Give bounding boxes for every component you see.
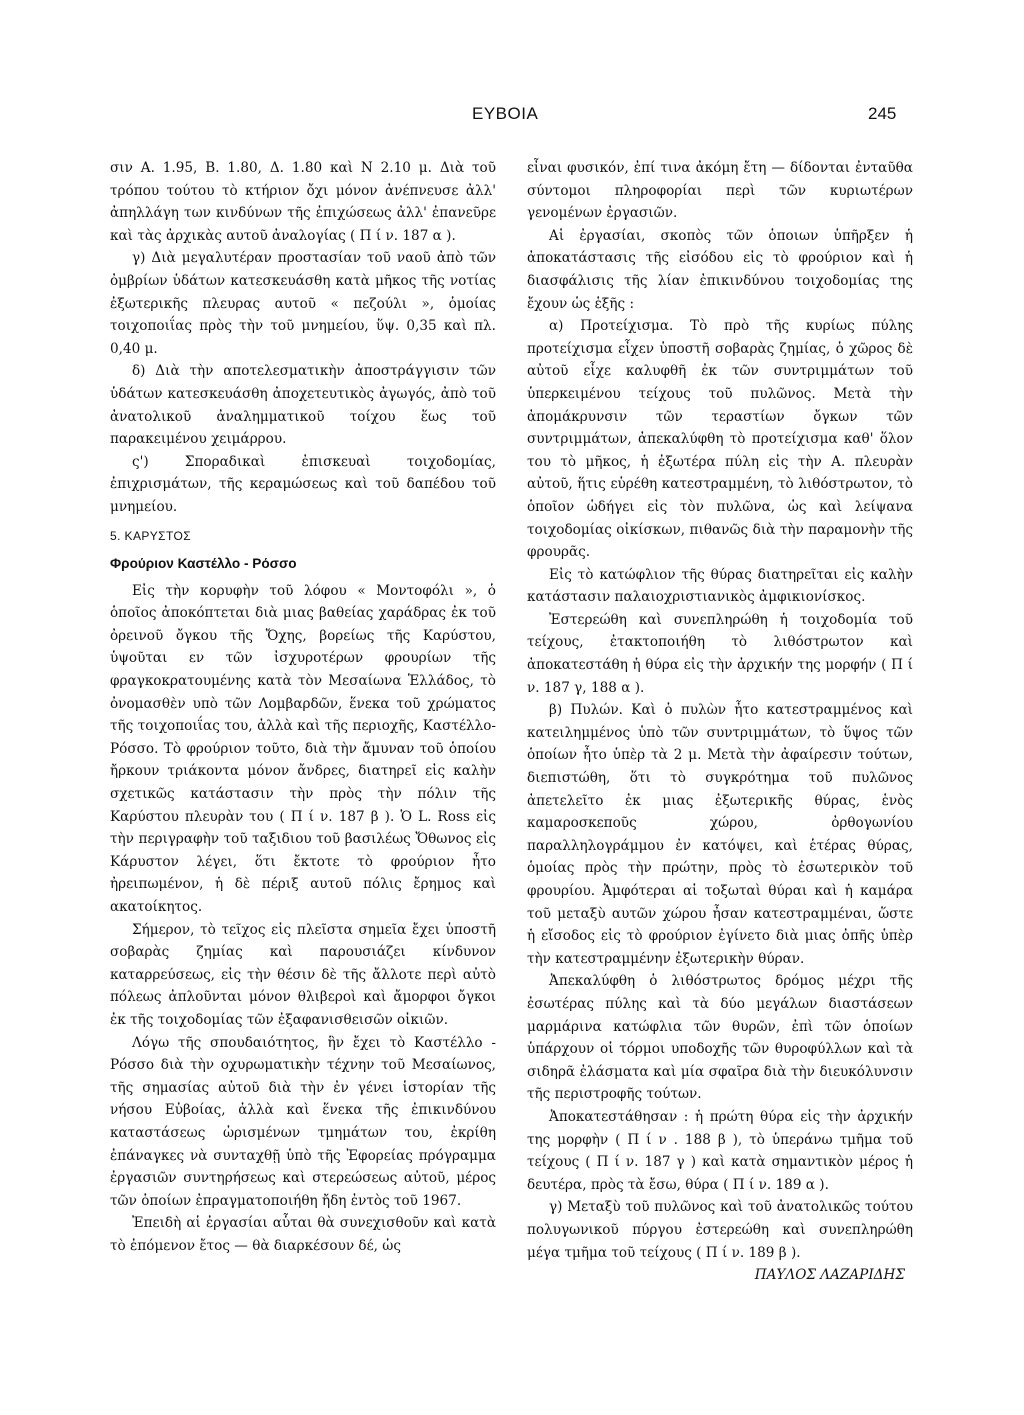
right-column: [527, 157, 913, 1287]
author-signature: ΠΑΥΛΟΣ ΛΑΖΑΡΙΔΗΣ: [754, 1267, 905, 1284]
paragraph: Ἐστερεώθη καὶ συνεπληρώθη ἡ τοιχοδομία τοῦ τείχους, ἐτακτοποιήθη τὸ λιθόστρωτον καὶ ἀποκατεστάθη ἡ θύρα εἰς τὴν ἀρχικήν της μορφήν ( Π ί ν. 187 γ, 188 α ).: [527, 611, 913, 696]
paragraph: δ) Διὰ τὴν αποτελεσματικὴν ἀποστράγγισιν τῶν ὑδάτων κατεσκευάσθη ἀποχετευτικὸς ἀγωγός, ἀπὸ τοῦ ἀνατολικοῦ ἀναλημματικοῦ τοίχου ἕως τοῦ παρακειμένου χειμάρρου.: [110, 363, 496, 448]
paragraph: Αἱ ἐργασίαι, σκοπὸς τῶν ὁποιων ὑπῆρξεν ἡ ἀποκατάστασις τῆς εἰσόδου εἰς τὸ φρούριον καὶ ἡ διασφάλισις τῆς λίαν ἐπικινδύνου τοιχοδομίας της ἔχουν ὡς ἑξῆς :: [527, 227, 913, 312]
paragraph: Ἀπεκαλύφθη ὁ λιθόστρωτος δρόμος μέχρι τῆς ἐσωτέρας πύλης καὶ τὰ δύο μεγάλων διαστάσεων μαρμάρινα κατώφλια τῶν θυρῶν, ἐπὶ τῶν ὁποίων ὑπάρχουν οἱ τόρμοι υποδοχῆς τῶν θυροφύλλων καὶ τὰ σιδηρᾶ ἐλάσματα καὶ μία σφαῖρα διὰ τὴν διευκόλυνσιν τῆς περιστροφῆς τούτων.: [527, 973, 913, 1103]
left-column: [110, 157, 496, 1258]
paragraph: α) Προτείχισμα. Τὸ πρὸ τῆς κυρίως πύλης προτείχισμα εἶχεν ὑποστῆ σοβαρὰς ζημίας, ὁ χῶρος δὲ αὐτοῦ εἶχε καλυφθῆ ἐκ τῶν συντριμμάτων τοῦ ὑπερκειμένου τείχους τοῦ πυλῶνος. Μετὰ τὴν ἀπομάκρυνσιν τῶν τεραστίων ὄγκων τῶν συντριμμάτων, ἀπεκαλύφθη τὸ προτείχισμα καθ' ὅλον του τὸ μῆκος, ἡ ἐξωτέρα πύλη εἰς τὴν Α. πλευρὰν αὐτοῦ, ἥτις εὑρέθη κατεστραμμένη, τὸ λιθόστρωτον, τὸ ὁποῖον ὡδήγει εἰς τὸν πυλῶνα, ὡς καὶ λείψανα τοιχοδομίας οἰκίσκων, πιθανῶς διὰ τὴν παραμονὴν τῆς φρουρᾶς.: [527, 318, 913, 561]
paragraph: εἶναι φυσικόν, ἐπί τινα ἀκόμη ἔτη — δίδονται ἐνταῦθα σύντομοι πληροφορίαι περὶ τῶν κυριωτέρων γενομένων ἐργασιῶν.: [527, 160, 913, 222]
paragraph: Εἰς τὴν κορυφὴν τοῦ λόφου « Μοντοφόλι », ὁ ὁποῖος ἀποκόπτεται διὰ μιας βαθείας χαράδρας ἐκ τοῦ ὀρεινοῦ ὄγκου τῆς Ὄχης, βορείως τῆς Καρύστου, ὑψοῦται εν τῶν ἰσχυροτέρων φρουρίων τῆς φραγκοκρατουμένης κατὰ τὸν Μεσαίωνα Ἑλλάδος, τὸ ὀνομασθὲν υπὸ τῶν Λομβαρδῶν, ἕνεκα τοῦ χρώματος τῆς τοιχοποιΐας του, ἀλλὰ καὶ τῆς περιοχῆς, Καστέλλο-Ρόσσο. Τὸ φρούριον τοῦτο, διὰ τὴν ἄμυναν τοῦ ὁποίου ἤρκουν τριάκοντα μόνον ἄνδρες, διατηρεῖ εἰς καλὴν σχετικῶς κατάστασιν τὴν πρὸς τὴν πόλιν τῆς Καρύστου πλευρὰν του ( Π ί ν. 187 β ). Ὁ L. Ross εἰς τὴν περιγραφὴν τοῦ ταξιδιου τοῦ βασιλέως Ὄθωνος εἰς Κάρυστον λέγει, ὅτι ἔκτοτε τὸ φρούριον ἦτο ἠρειπωμένον, ἡ δὲ πέριξ αυτοῦ πόλις ἔρημος καὶ ακατοίκητος.: [110, 582, 496, 915]
paragraph: β) Πυλών. Καὶ ὁ πυλὼν ἦτο κατεστραμμένος καὶ κατειλημμένος ὑπὸ τῶν συντριμμάτων, τὸ ὕψος τῶν ὁποίων ἦτο ὑπὲρ τὰ 2 μ. Μετὰ τὴν ἀφαίρεσιν τούτων, διεπιστώθη, ὅτι τὸ συγκρότημα τοῦ πυλῶνος ἀπετελεῖτο ἐκ μιας ἐξωτερικῆς θύρας, ἑνὸς καμαροσκεποῦς χώρου, ὀρθογωνίου παραλληλογράμμου ἐν κατόψει, καὶ ἑτέρας θύρας, ὁμοίας πρὸς τὴν πρώτην, πρὸς τὸ ἐσωτερικὸν τοῦ φρουρίου. Ἀμφότεραι αἱ τοξωταὶ θύραι καὶ ἡ καμάρα τοῦ μεταξὺ αυτῶν χώρου ἦσαν κατεστραμμέναι, ὥστε ἡ εἴσοδος εἰς τὸ φρούριον ἐγίνετο διὰ μιας ὀπῆς ὑπὲρ τὴν κατεστραμμένην ἐξωτερικὴν θύραν.: [527, 702, 913, 967]
paragraph: Ἐπειδὴ αἱ ἐργασίαι αὗται θὰ συνεχισθοῦν καὶ κατὰ τὸ ἐπόμενον ἔτος — θὰ διαρκέσουν δέ, ὡς: [110, 1215, 496, 1254]
section-heading: 5. ΚΑΡΥΣΤΟΣ: [110, 528, 192, 543]
paragraph: γ) Διὰ μεγαλυτέραν προστασίαν τοῦ ναοῦ ἀπὸ τῶν ὀμβρίων ὑδάτων κατεσκευάσθη κατὰ μῆκος τῆς νοτίας ἐξωτερικῆς πλευρας αυτοῦ « πεζούλι », ὁμοίας τοιχοποιΐας πρὸς τὴν τοῦ μνημείου, ὕψ. 0,35 καὶ πλ. 0,40 μ.: [110, 250, 496, 357]
paragraph: γ) Μεταξὺ τοῦ πυλῶνος καὶ τοῦ ἀνατολικῶς τούτου πολυγωνικοῦ πύργου ἐστερεώθη καὶ συνεπληρώθη μέγα τμῆμα τοῦ τείχους ( Π ί ν. 189 β ).: [527, 1199, 913, 1261]
paragraph: σιν Α. 1.95, Β. 1.80, Δ. 1.80 καὶ Ν 2.10 μ. Διὰ τοῦ τρόπου τούτου τὸ κτήριον ὄχι μόνον ἀνέπνευσε ἀλλ' ἀπηλλάγη των κινδύνων τῆς ἐπιχώσεως ἀλλ' ἐπανεῦρε καὶ τὰς ἀρχικὰς αυτοῦ ἀναλογίας ( Π ί ν. 187 α ).: [110, 160, 496, 244]
paragraph: Εἰς τὸ κατώφλιον τῆς θύρας διατηρεῖται εἰς καλὴν κατάστασιν παλαιοχριστιανικὸς ἀμφικιονίσκος.: [527, 566, 913, 606]
paragraph: Σήμερον, τὸ τεῖχος εἰς πλεῖστα σημεῖα ἔχει ὑποστῆ σοβαρὰς ζημίας καὶ παρουσιάζει κίνδυνον καταρρεύσεως, εἰς τὴν θέσιν δὲ τῆς ἄλλοτε περὶ αὐτὸ πόλεως ἀπλοῦνται μόνον θλιβεροὶ καὶ ἄμορφοι ὄγκοι ἐκ τῆς τοιχοδομίας τῶν ἐξαφανισθεισῶν οἰκιῶν.: [110, 921, 496, 1028]
subheading: Φρούριον Καστέλλο - Ρόσσο: [110, 556, 297, 572]
paragraph: Ἀποκατεστάθησαν : ἡ πρώτη θύρα εἰς τὴν ἀρχικήν της μορφὴν ( Π ί ν . 188 β ), τὸ ὑπεράνω τμῆμα τοῦ τείχους ( Π ί ν. 187 γ ) καὶ κατὰ σημαντικὸν μέρος ἡ δευτέρα, πρὸς τὰ ἔσω, θύρα ( Π ί ν. 189 α ).: [527, 1108, 913, 1193]
paragraph: ς') Σποραδικαὶ ἐπισκευαὶ τοιχοδομίας, ἐπιχρισμάτων, τῆς κεραμώσεως καὶ τοῦ δαπέδου τοῦ μνημείου.: [110, 453, 496, 515]
running-header-title: ΕΥΒΟΙΑ: [472, 104, 539, 123]
paragraph: Λόγω τῆς σπουδαιότητος, ἣν ἔχει τὸ Καστέλλο - Ρόσσο διὰ τὴν οχυρωματικὴν τέχνην τοῦ Μεσαίωνος, τῆς σημασίας αὐτοῦ διὰ τὴν ἐν γένει ἱστορίαν τῆς νήσου Εὐβοίας, ἀλλὰ καὶ ἕνεκα τῆς ἐπικινδύνου καταστάσεως ὡρισμένων τμημάτων του, ἐκρίθη ἐπάναγκες νὰ συνταχθῇ ὑπὸ τῆς Ἐφορείας πρόγραμμα ἐργασιῶν συντηρήσεως καὶ στερεώσεως αὐτοῦ, μέρος τῶν ὁποίων ἐπραγματοποιήθη ἤδη ἐντὸς τοῦ 1967.: [110, 1034, 496, 1209]
page-number: 245: [868, 104, 897, 123]
